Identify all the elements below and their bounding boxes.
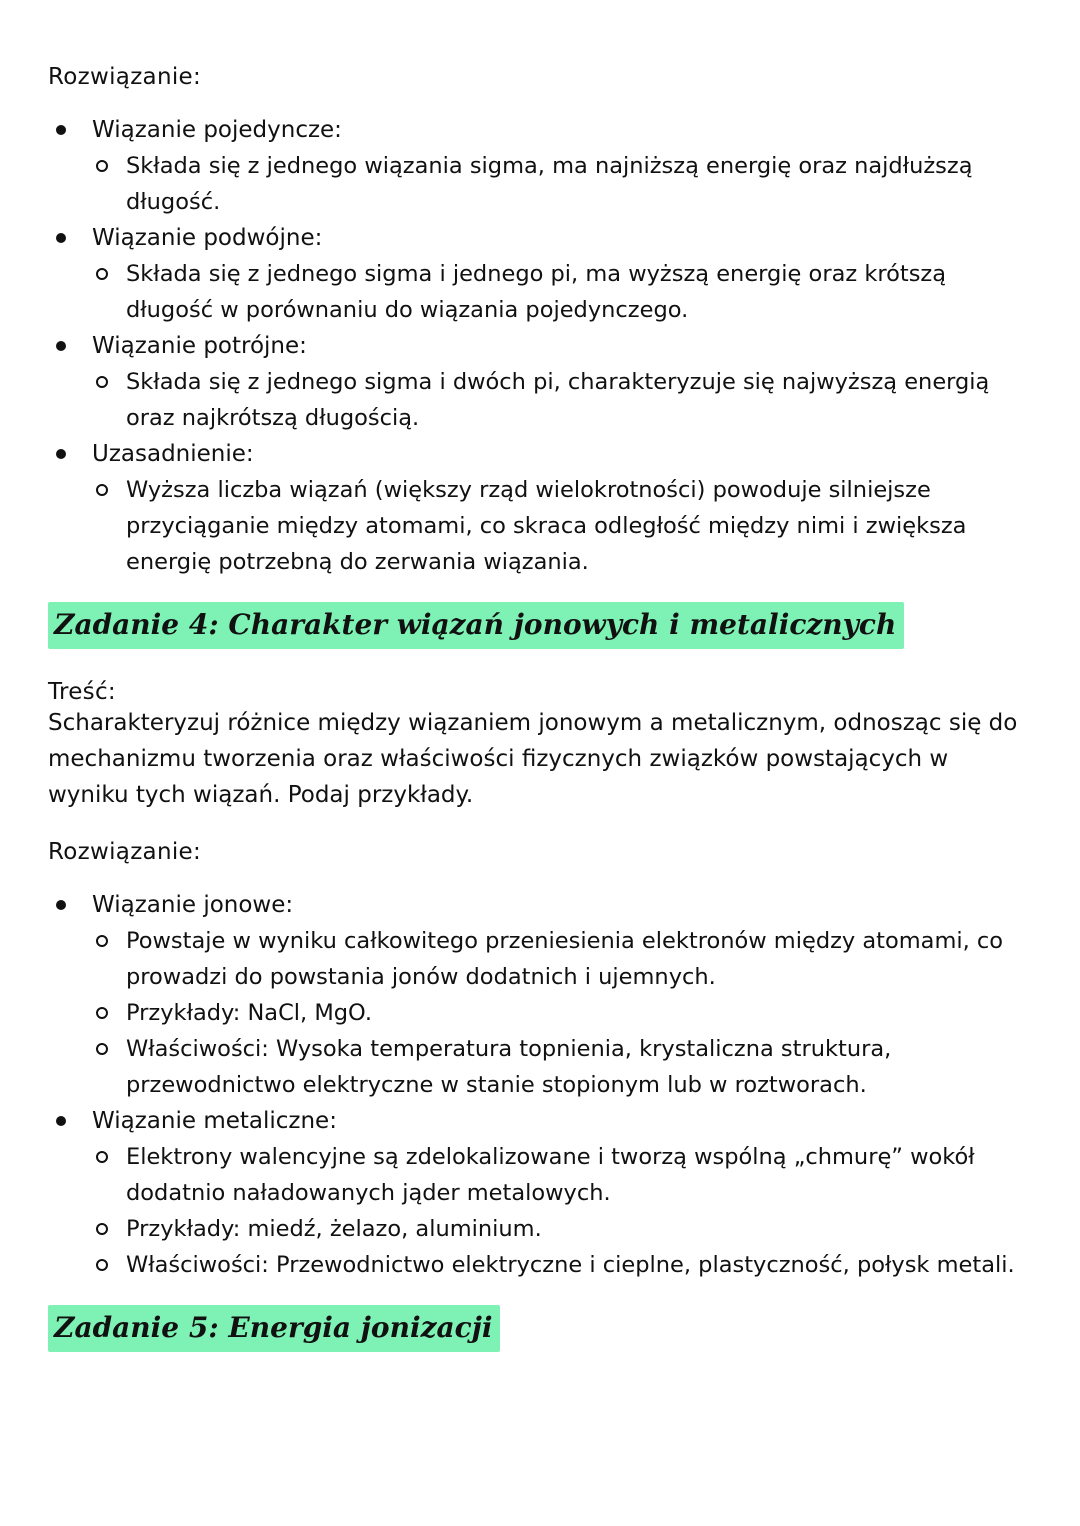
- task-4-content-section: [48, 679, 1030, 813]
- solution-label: Rozwiązanie:: [48, 839, 202, 865]
- list-item-title: Wiązanie metaliczne:: [92, 1108, 337, 1134]
- list-item: [48, 328, 1030, 436]
- list-item: [48, 112, 1030, 220]
- list-item: [48, 1103, 1030, 1283]
- list-item-title: Wiązanie jonowe:: [92, 892, 294, 918]
- list-item: [48, 220, 1030, 328]
- sub-list-item: Wyższa liczba wiązań (większy rząd wielokrotności) powoduje silniejsze przyciąganie między atomami, co skraca odległość między nimi i zwiększa energię potrzebną do zerwania wiązania.: [92, 472, 1030, 580]
- list-item: [48, 436, 1030, 580]
- sub-list-item: Składa się z jednego wiązania sigma, ma najniższą energię oraz najdłuższą długość.: [92, 148, 1030, 220]
- list-item-title: Uzasadnienie:: [92, 441, 254, 467]
- task-5-heading: Zadanie 5: Energia jonizacji: [48, 1305, 500, 1352]
- list-item-title: Wiązanie podwójne:: [92, 225, 323, 251]
- list-item-title: Wiązanie potrójne:: [92, 333, 307, 359]
- sub-list-item: Elektrony walencyjne są zdelokalizowane i tworzą wspólną „chmurę” wokół dodatnio naładowanych jąder metalowych.: [92, 1139, 1030, 1211]
- task-4-content: Scharakteryzuj różnice między wiązaniem jonowym a metalicznym, odnosząc się do mechanizmu tworzenia oraz właściwości fizycznych związków powstających w wyniku tych wiązań. Podaj przykłady.: [48, 710, 1018, 808]
- task-4-heading: Zadanie 4: Charakter wiązań jonowych i metalicznych: [48, 602, 904, 649]
- sub-list-item: Przykłady: NaCl, MgO.: [92, 995, 1030, 1031]
- bond-types-list: [48, 112, 1030, 580]
- solution-label: Rozwiązanie:: [48, 64, 202, 90]
- list-item-title: Wiązanie pojedyncze:: [92, 117, 342, 143]
- sub-list-item: Składa się z jednego sigma i dwóch pi, charakteryzuje się najwyższą energią oraz najkrótszą długością.: [92, 364, 1030, 436]
- content-label: Treść:: [48, 679, 116, 705]
- sub-list-item: Przykłady: miedź, żelazo, aluminium.: [92, 1211, 1030, 1247]
- list-item: [48, 887, 1030, 1103]
- sub-list-item: Składa się z jednego sigma i jednego pi, ma wyższą energię oraz krótszą długość w porównaniu do wiązania pojedynczego.: [92, 256, 1030, 328]
- sub-list-item: Właściwości: Przewodnictwo elektryczne i cieplne, plastyczność, połysk metali.: [92, 1247, 1030, 1283]
- sub-list-item: Powstaje w wyniku całkowitego przeniesienia elektronów między atomami, co prowadzi do powstania jonów dodatnich i ujemnych.: [92, 923, 1030, 995]
- sub-list-item: Właściwości: Wysoka temperatura topnienia, krystaliczna struktura, przewodnictwo elektryczne w stanie stopionym lub w roztworach.: [92, 1031, 1030, 1103]
- bond-comparison-list: [48, 887, 1030, 1283]
